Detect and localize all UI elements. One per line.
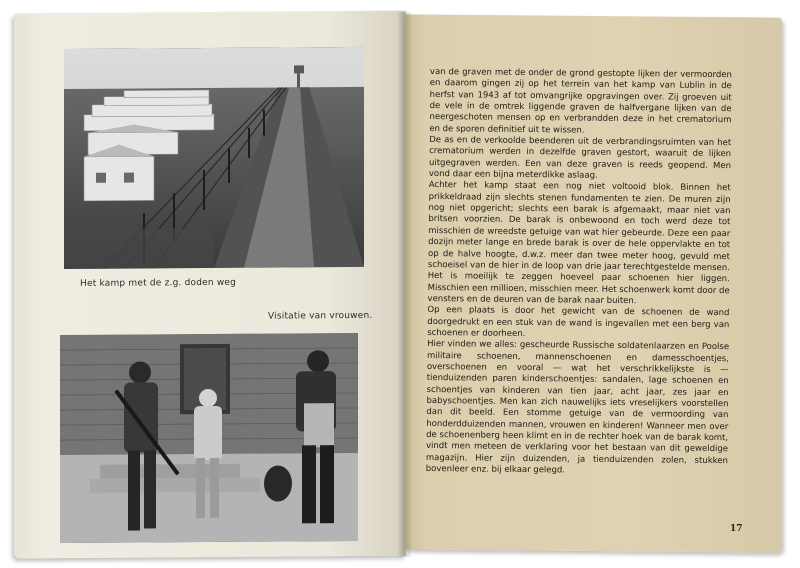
paragraph: De as en de verkoolde beenderen uit de verbrandingsruimten van het crematorium werden in dezelfde graven gestort, waaruit de lijken uitgegraven werden. Een van deze graven is reeds geopend. Men vond daar een bijna meterdikke aslaag. <box>428 135 732 181</box>
caption-inspection-photo: Visitatie van vrouwen. <box>268 310 373 322</box>
left-page <box>14 11 406 559</box>
book-gutter <box>397 12 411 557</box>
open-book <box>14 12 784 557</box>
paragraph: Op een plaats is door het gewicht van de schoenen de wand doorgedrukt en een stuk van de wand is ingevallen met een berg van schoenen er doorheen. <box>427 305 730 339</box>
camp-illustration <box>64 47 364 269</box>
inspection-photo <box>60 333 358 543</box>
caption-camp-photo: Het kamp met de z.g. doden weg <box>80 277 237 289</box>
paragraph: van de graven met de onder de grond gestopte lijken der vermoorden en daarom gingen zij op het terrein van het kamp van Lublin in de herfst van 1943 af tot omvangrijke opgravingen over. Zij groeven uit de vele in de omtrek liggende graven de halfvergane lijken van de neergeschoten mensen op en verbrandden deze in het crematorium en de sporen definitief uit te wissen. <box>429 67 732 136</box>
inspection-illustration <box>60 333 358 543</box>
page-number: 17 <box>730 524 743 534</box>
paragraph: Achter het kamp staat een nog niet voltooid blok. Binnen het prikkeldraad zijn slechts stenen fundamenten te zien. De muren zijn nog niet opgericht; slechts een barak is afgemaakt, maar niet van britsen voorzien. De barak is onbewoond en toch werd deze tot misschien de wreedste getuige van wat hier gebeurde. Deze een paar dozijn meter lange en brede barak is over de hele oppervlakte en tot op de halve hoogte, d.w.z. meer dan twee meter hoog, gevuld met schoeisel van de hier in de loop van drie jaar terechtgestelde mensen. Het is moeilijk te zeggen hoeveel paar schoenen hier liggen. Misschien een millioen, misschien meer. Het schoenwerk komt door de vensters en de deuren van de barak naar buiten. <box>427 180 731 307</box>
paragraph: Hier vinden we alles: gescheurde Russische soldatenlaarzen en Poolse militaire schoenen, mannenschoenen en damesschoentjes, overschoenen en vooral — wat het verschrikkelijkste is — tienduizenden paren kinderschoentjes: sandalen, lage schoenen en schoentjes van kinderen van tien jaar, acht jaar, zes jaar en babyschoentjes. Men kan zich nauwelijks iets vreselijkers voorstellen dan dit beeld. Een stomme getuige van de vermoording van honderdduizenden mannen, vrouwen en kinderen! Wanneer men over de schoenenberg heen klimt en in de rechter hoek van de barak komt, vindt men meteen de verklaring voor het bestaan van dit geweldige magazijn. Hier zijn duizenden, ja tienduizenden zolen, stukken bovenleer enz. bij elkaar gelegd. <box>425 339 730 476</box>
article-text <box>426 67 732 479</box>
camp-photo <box>64 47 364 269</box>
